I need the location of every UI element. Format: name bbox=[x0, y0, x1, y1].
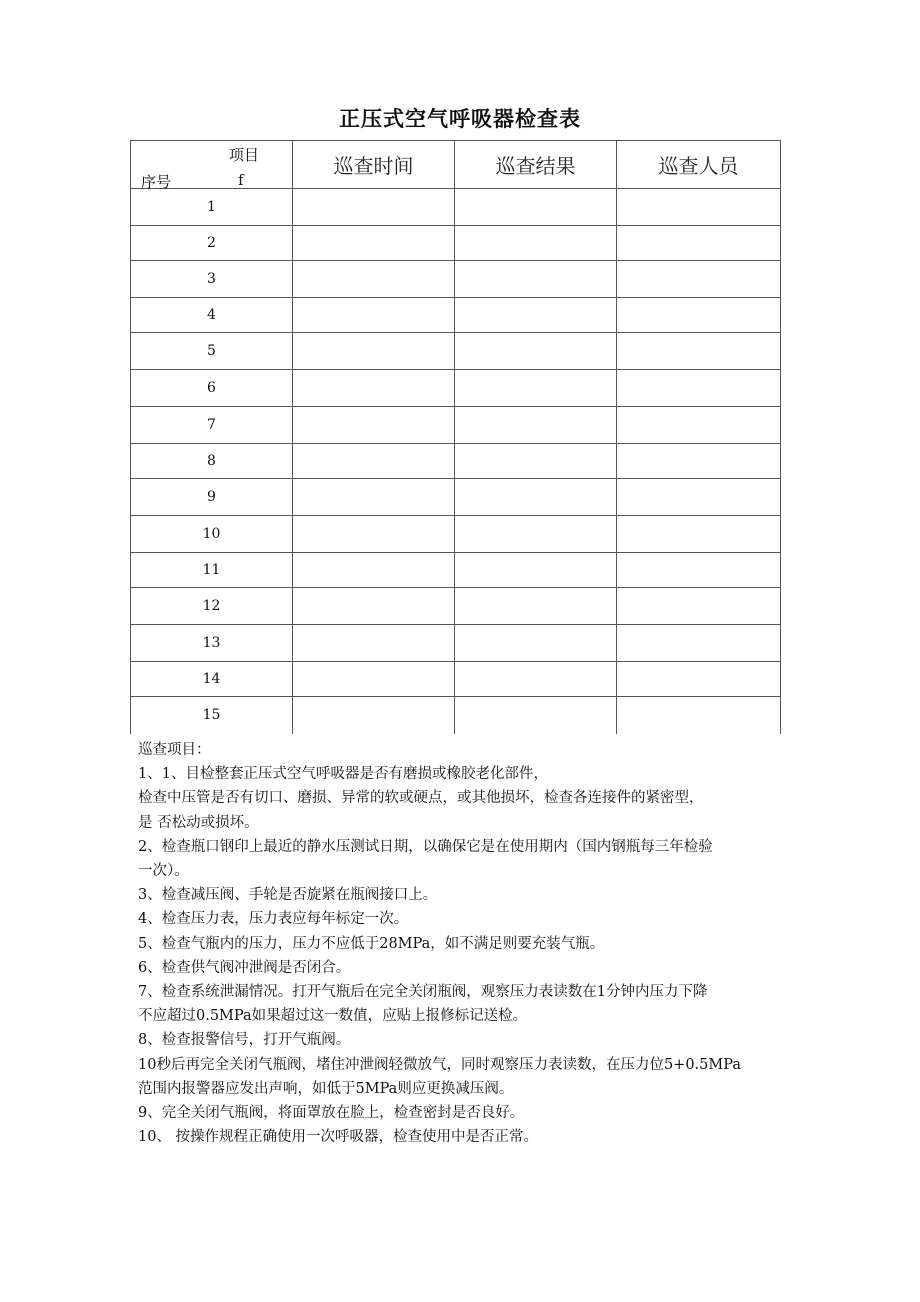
corner-item-label: 项目 bbox=[229, 146, 260, 164]
column-header-inspector: 巡查人员 bbox=[617, 141, 781, 189]
time-cell[interactable] bbox=[293, 226, 455, 261]
note-line: 检查中压管是否有切口、磨损、异常的软或硬点，或其他损坏，检查各连接件的紧密型， bbox=[138, 790, 704, 807]
table-row bbox=[131, 226, 781, 261]
row-number: 4 bbox=[131, 298, 293, 333]
time-cell[interactable] bbox=[293, 516, 455, 553]
inspector-cell[interactable] bbox=[617, 226, 781, 261]
page-title: 正压式空气呼吸器检查表 bbox=[339, 107, 581, 131]
note-line: 10、 按操作规程正确使用一次呼吸器，检查使用中是否正常。 bbox=[138, 1129, 539, 1146]
inspector-cell[interactable] bbox=[617, 625, 781, 662]
result-cell[interactable] bbox=[455, 625, 617, 662]
inspector-cell[interactable] bbox=[617, 697, 781, 734]
result-cell[interactable] bbox=[455, 662, 617, 697]
note-line: 一次）。 bbox=[138, 863, 189, 880]
note-line: 5、检查气瓶内的压力，压力不应低于28MPa，如不满足则要充装气瓶。 bbox=[138, 935, 605, 952]
result-cell[interactable] bbox=[455, 189, 617, 226]
note-line: 不应超过0.5MPa如果超过这一数值，应贴上报修标记送检。 bbox=[138, 1008, 528, 1025]
time-cell[interactable] bbox=[293, 333, 455, 370]
result-cell[interactable] bbox=[455, 298, 617, 333]
inspector-cell[interactable] bbox=[617, 479, 781, 516]
time-cell[interactable] bbox=[293, 479, 455, 516]
table-row bbox=[131, 298, 781, 333]
corner-header-cell bbox=[131, 141, 293, 189]
row-number: 3 bbox=[131, 261, 293, 298]
inspector-cell[interactable] bbox=[617, 444, 781, 479]
note-line: 2、检查瓶口钢印上最近的静水压测试日期，以确保它是在使用期内（国内钢瓶每三年检验 bbox=[138, 838, 713, 855]
row-number: 7 bbox=[131, 407, 293, 444]
table-row bbox=[131, 697, 781, 734]
note-line: 6、检查供气阀冲泄阀是否闭合。 bbox=[138, 959, 351, 976]
table-row bbox=[131, 662, 781, 697]
table-row bbox=[131, 370, 781, 407]
result-cell[interactable] bbox=[455, 261, 617, 298]
time-cell[interactable] bbox=[293, 662, 455, 697]
result-cell[interactable] bbox=[455, 370, 617, 407]
result-cell[interactable] bbox=[455, 479, 617, 516]
table-row bbox=[131, 444, 781, 479]
inspector-cell[interactable] bbox=[617, 189, 781, 226]
row-number: 2 bbox=[131, 226, 293, 261]
inspector-cell[interactable] bbox=[617, 662, 781, 697]
note-line: 3、检查减压阀、手轮是否旋紧在瓶阀接口上。 bbox=[138, 887, 438, 904]
time-cell[interactable] bbox=[293, 588, 455, 625]
time-cell[interactable] bbox=[293, 444, 455, 479]
inspector-cell[interactable] bbox=[617, 298, 781, 333]
row-number: 6 bbox=[131, 370, 293, 407]
note-line: 1、1、目检整套正压式空气呼吸器是否有磨损或橡胶老化部件， bbox=[138, 766, 548, 783]
result-cell[interactable] bbox=[455, 407, 617, 444]
time-cell[interactable] bbox=[293, 407, 455, 444]
table-row bbox=[131, 553, 781, 588]
row-number: 11 bbox=[131, 553, 293, 588]
notes-heading: 巡查项目： bbox=[138, 742, 211, 758]
inspector-cell[interactable] bbox=[617, 261, 781, 298]
inspector-cell[interactable] bbox=[617, 516, 781, 553]
time-cell[interactable] bbox=[293, 625, 455, 662]
inspector-cell[interactable] bbox=[617, 588, 781, 625]
time-cell[interactable] bbox=[293, 370, 455, 407]
result-cell[interactable] bbox=[455, 697, 617, 734]
note-line: 7、检查系统泄漏情况。打开气瓶后在完全关闭瓶阀，观察压力表读数在1分钟内压力下降 bbox=[138, 984, 708, 1001]
column-header-time: 巡查时间 bbox=[293, 141, 455, 189]
table-row bbox=[131, 189, 781, 226]
row-number: 5 bbox=[131, 333, 293, 370]
table-row bbox=[131, 407, 781, 444]
result-cell[interactable] bbox=[455, 516, 617, 553]
time-cell[interactable] bbox=[293, 298, 455, 333]
corner-seq-label: 序号 bbox=[141, 173, 172, 191]
note-line: 是 否松动或损坏。 bbox=[138, 814, 259, 831]
row-number: 14 bbox=[131, 662, 293, 697]
note-line: 9、完全关闭气瓶阀，将面罩放在脸上，检查密封是否良好。 bbox=[138, 1105, 525, 1122]
table-row bbox=[131, 333, 781, 370]
table-row bbox=[131, 625, 781, 662]
inspector-cell[interactable] bbox=[617, 553, 781, 588]
inspection-table bbox=[130, 140, 781, 734]
row-number: 15 bbox=[131, 697, 293, 734]
time-cell[interactable] bbox=[293, 189, 455, 226]
note-line: 4、检查压力表，压力表应每年标定一次。 bbox=[138, 911, 409, 928]
row-number: 1 bbox=[131, 189, 293, 226]
table-row bbox=[131, 479, 781, 516]
time-cell[interactable] bbox=[293, 697, 455, 734]
inspector-cell[interactable] bbox=[617, 370, 781, 407]
row-number: 8 bbox=[131, 444, 293, 479]
note-line: 10秒后再完全关闭气瓶阀，堵住冲泄阀轻微放气，同时观察压力表读数，在压力位5+0.5MPa bbox=[138, 1056, 741, 1073]
note-line: 8、检查报警信号，打开气瓶阀。 bbox=[138, 1032, 351, 1049]
row-number: 10 bbox=[131, 516, 293, 553]
inspector-cell[interactable] bbox=[617, 333, 781, 370]
inspector-cell[interactable] bbox=[617, 407, 781, 444]
time-cell[interactable] bbox=[293, 553, 455, 588]
result-cell[interactable] bbox=[455, 226, 617, 261]
table-header-row bbox=[131, 141, 781, 189]
corner-mark: f bbox=[238, 171, 244, 189]
table-row bbox=[131, 588, 781, 625]
result-cell[interactable] bbox=[455, 444, 617, 479]
table-row bbox=[131, 261, 781, 298]
time-cell[interactable] bbox=[293, 261, 455, 298]
row-number: 13 bbox=[131, 625, 293, 662]
inspection-notes bbox=[138, 738, 803, 1149]
row-number: 12 bbox=[131, 588, 293, 625]
note-line: 范围内报警器应发出声响，如低于5MPa则应更换减压阀。 bbox=[138, 1080, 514, 1097]
table-row bbox=[131, 516, 781, 553]
result-cell[interactable] bbox=[455, 333, 617, 370]
result-cell[interactable] bbox=[455, 553, 617, 588]
row-number: 9 bbox=[131, 479, 293, 516]
column-header-result: 巡查结果 bbox=[455, 141, 617, 189]
result-cell[interactable] bbox=[455, 588, 617, 625]
